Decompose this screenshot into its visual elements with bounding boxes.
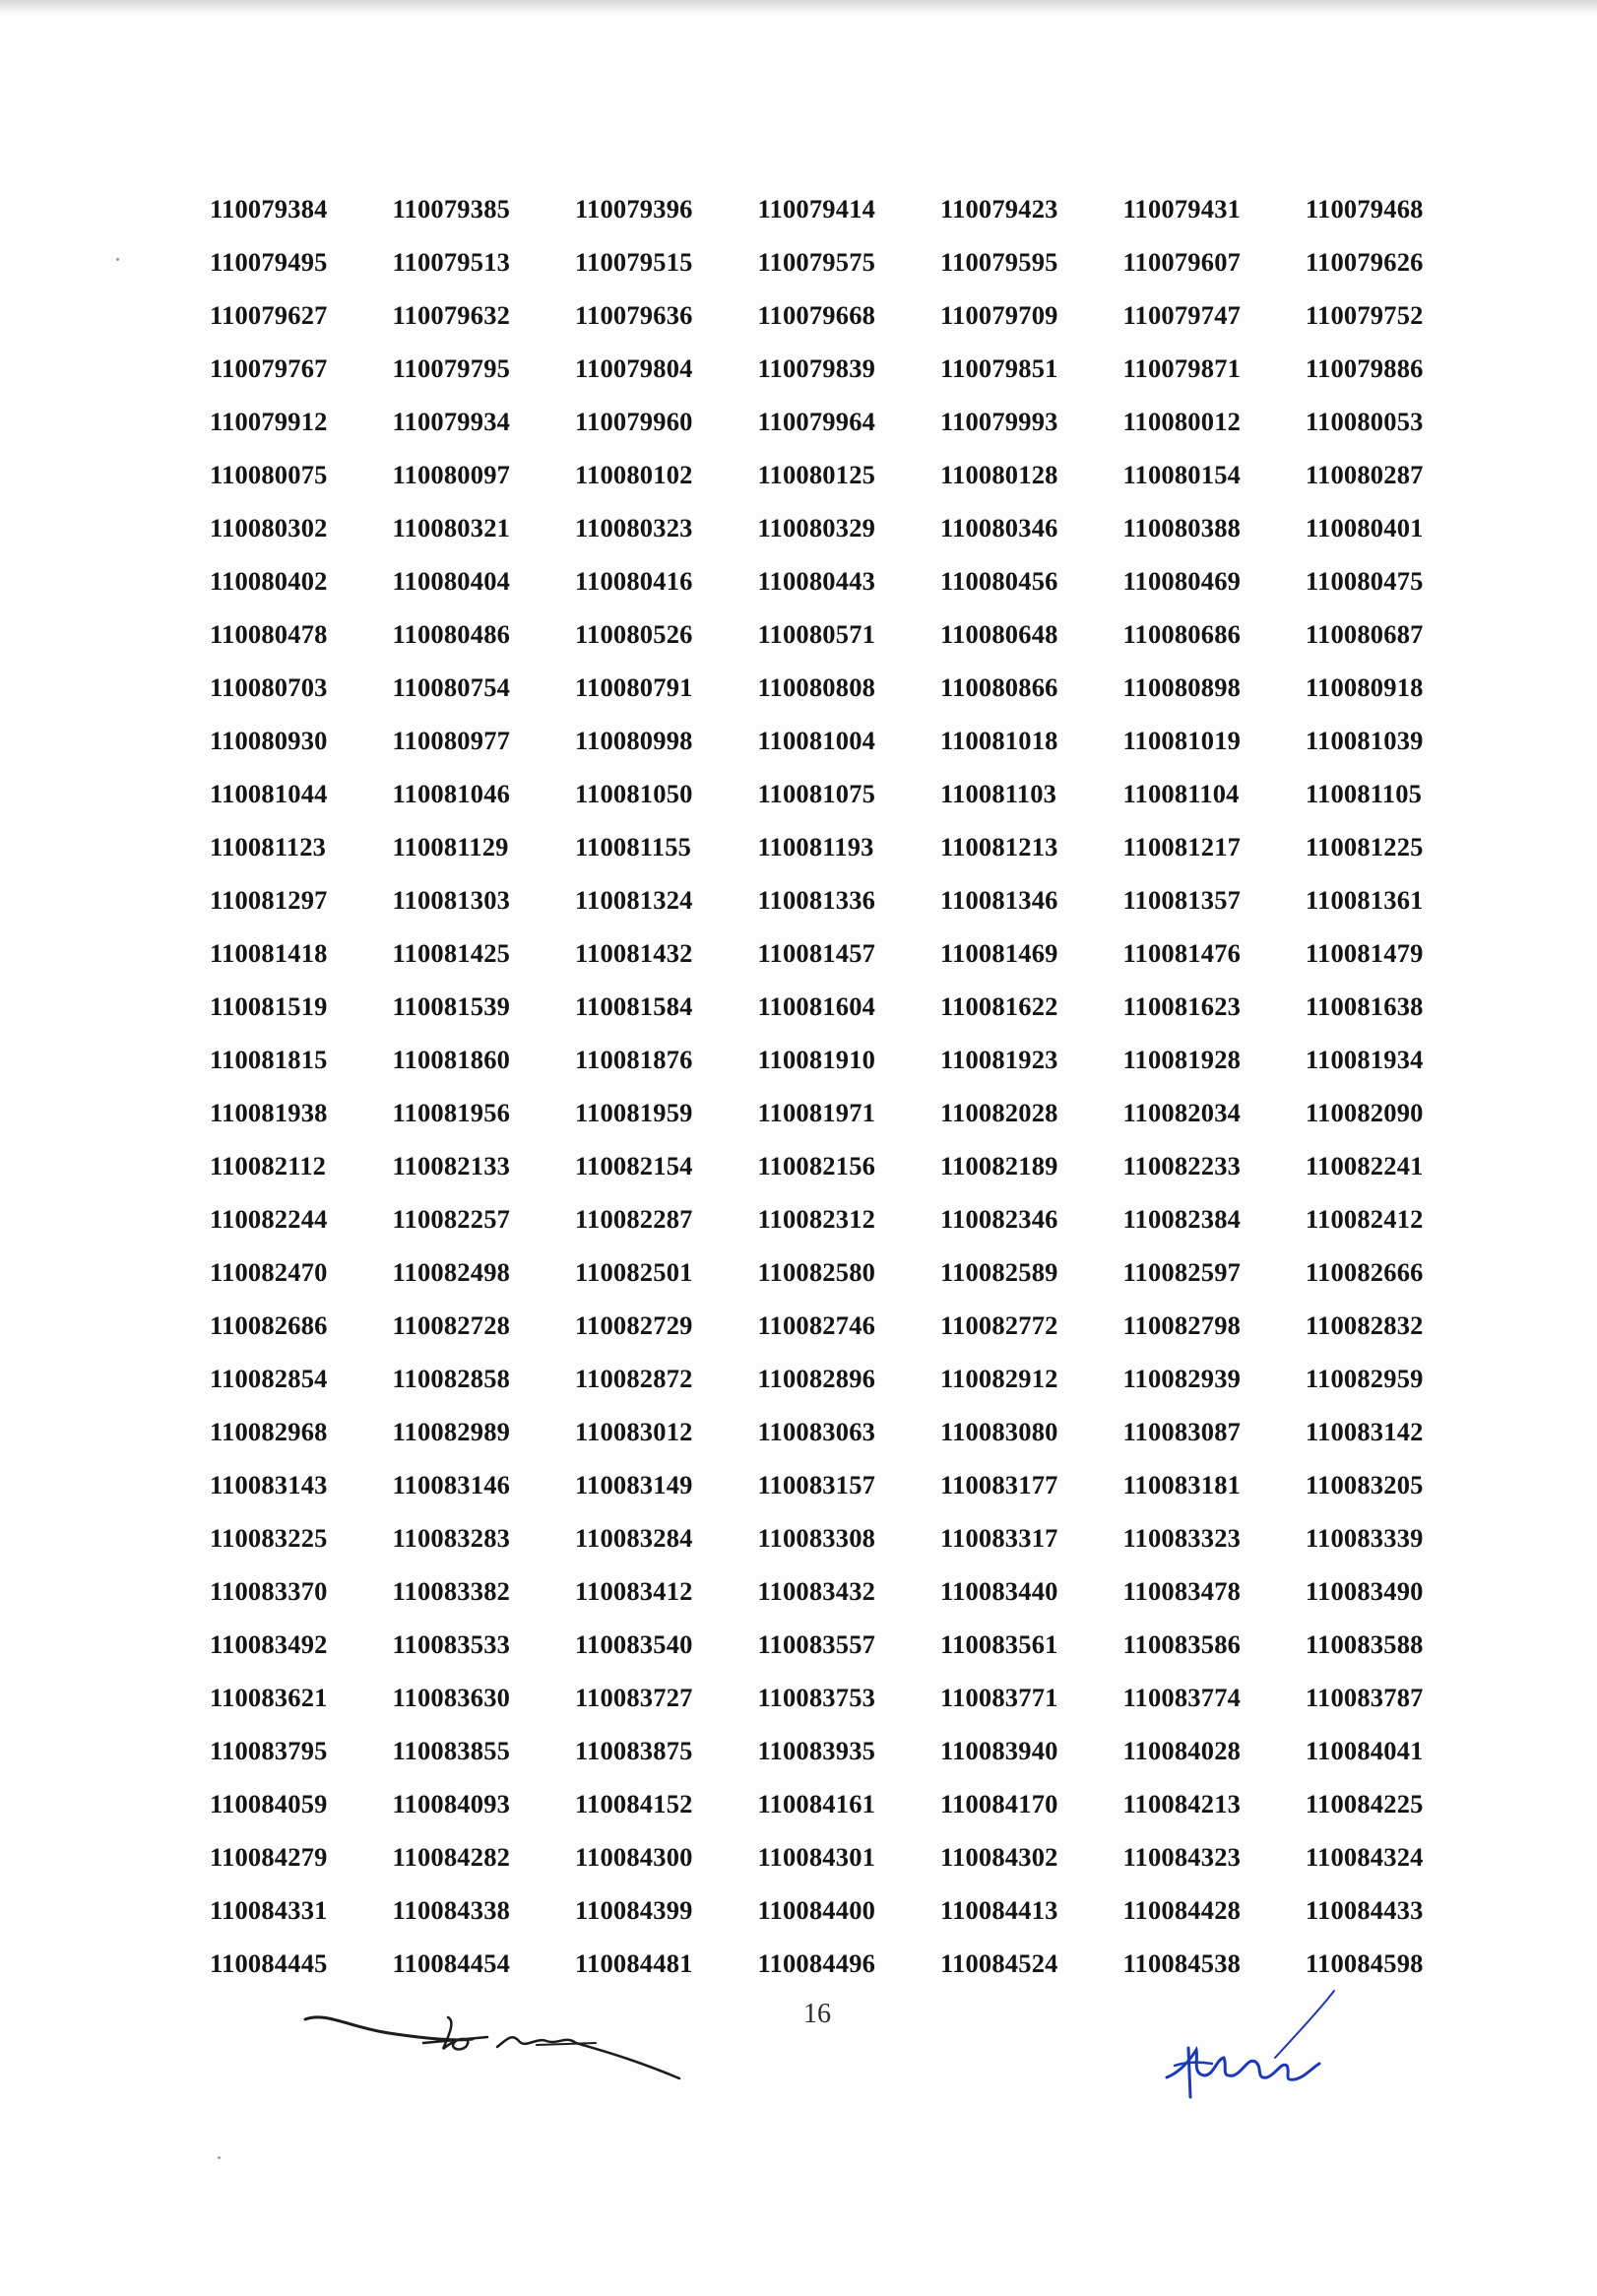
roll-number-cell: 110084454 (392, 1948, 511, 1978)
roll-number-cell: 110084302 (940, 1842, 1058, 1872)
roll-number-cell: 110081225 (1306, 832, 1424, 861)
roll-number-cell: 110082728 (392, 1310, 511, 1340)
roll-number-cell: 110083753 (757, 1683, 876, 1712)
roll-number-cell: 110082189 (940, 1151, 1058, 1180)
roll-number-cell: 110079495 (210, 247, 328, 277)
roll-number-cell: 110082858 (392, 1364, 511, 1393)
roll-number-cell: 110081469 (940, 938, 1058, 968)
roll-number-cell: 110080097 (392, 460, 511, 489)
roll-number-cell: 110084324 (1306, 1842, 1424, 1872)
roll-number-cell: 110082156 (757, 1151, 876, 1180)
right-signature (1157, 1989, 1354, 2107)
roll-number-cell: 110081044 (210, 779, 328, 808)
roll-number-cell: 110082959 (1306, 1364, 1424, 1393)
roll-number-cell: 110080346 (940, 513, 1058, 542)
roll-number-cell: 110082589 (940, 1257, 1058, 1287)
roll-number-cell: 110082470 (210, 1257, 328, 1287)
roll-number-cell: 110083146 (392, 1470, 511, 1499)
roll-number-cell: 110081039 (1306, 726, 1424, 755)
roll-number-cell: 110083149 (575, 1470, 693, 1499)
roll-number-cell: 110079795 (392, 353, 511, 383)
roll-number-cell: 110081361 (1306, 885, 1424, 915)
roll-number-cell: 110080977 (392, 726, 511, 755)
roll-number-cell: 110081018 (940, 726, 1058, 755)
roll-number-cell: 110080754 (392, 672, 511, 702)
roll-number-cell: 110080416 (575, 566, 693, 596)
roll-number-cell: 110079385 (392, 194, 511, 223)
roll-number-cell: 110081129 (392, 832, 509, 861)
roll-number-cell: 110081123 (210, 832, 327, 861)
roll-number-cell: 110080302 (210, 513, 328, 542)
roll-number-cell: 110081217 (1122, 832, 1242, 861)
roll-number-cell: 110081876 (575, 1045, 693, 1074)
roll-number-cell: 110083143 (210, 1470, 328, 1499)
roll-number-cell: 110079513 (392, 247, 511, 277)
roll-number-cell: 110084300 (575, 1842, 693, 1872)
roll-number-cell: 110084331 (210, 1895, 328, 1925)
roll-number-cell: 110083317 (940, 1523, 1058, 1553)
roll-number-cell: 110080321 (392, 513, 511, 542)
roll-number-cell: 110081019 (1122, 726, 1242, 755)
roll-number-cell: 110080648 (940, 619, 1058, 649)
roll-number-cell: 110080404 (392, 566, 511, 596)
roll-number-cell: 110083177 (940, 1470, 1058, 1499)
roll-number-cell: 110080388 (1122, 513, 1242, 542)
roll-number-cell: 110081418 (210, 938, 328, 968)
roll-number-cell: 110082580 (757, 1257, 876, 1287)
roll-number-cell: 110082090 (1306, 1098, 1424, 1127)
roll-number-cell: 110081860 (392, 1045, 511, 1074)
roll-number-cell: 110082729 (575, 1310, 693, 1340)
roll-number-cell: 110082287 (575, 1204, 693, 1234)
roll-number-cell: 110082746 (757, 1310, 876, 1340)
roll-number-cell: 110080866 (940, 672, 1058, 702)
roll-number-cell: 110079414 (757, 194, 876, 223)
roll-number-cell: 110083935 (757, 1736, 876, 1765)
roll-number-cell: 110084445 (210, 1948, 328, 1978)
roll-number-cell: 110084170 (940, 1789, 1058, 1818)
roll-number-cell: 110080469 (1122, 566, 1242, 596)
roll-number-cell: 110084093 (392, 1789, 511, 1818)
roll-number-cell: 110079709 (940, 300, 1058, 330)
roll-number-cell: 110081623 (1122, 991, 1242, 1021)
roll-number-cell: 110082412 (1306, 1204, 1424, 1234)
roll-number-cell: 110080443 (757, 566, 876, 596)
roll-number-cell: 110081622 (940, 991, 1058, 1021)
roll-number-cell: 110080686 (1122, 619, 1242, 649)
roll-number-cell: 110083940 (940, 1736, 1058, 1765)
roll-number-cell: 110084496 (757, 1948, 876, 1978)
page-number: 16 (803, 1999, 831, 2029)
roll-number-cell: 110080401 (1306, 513, 1424, 542)
roll-number-cell: 110081004 (757, 726, 876, 755)
roll-number-cell: 110079747 (1122, 300, 1242, 330)
roll-number-cell: 110079993 (940, 407, 1058, 436)
roll-number-cell: 110083795 (210, 1736, 328, 1765)
roll-number-cell: 110084413 (940, 1895, 1058, 1925)
roll-number-cell: 110083774 (1122, 1683, 1242, 1712)
roll-number-cell: 110082872 (575, 1364, 693, 1393)
roll-number-cell: 110084028 (1122, 1736, 1242, 1765)
roll-number-cell: 110081432 (575, 938, 693, 968)
roll-number-cell: 110080703 (210, 672, 328, 702)
roll-number-cell: 110081604 (757, 991, 876, 1021)
roll-number-cell: 110082912 (940, 1364, 1058, 1393)
roll-number-cell: 110079752 (1306, 300, 1424, 330)
roll-number-cell: 110081959 (575, 1098, 693, 1127)
roll-number-cell: 110079886 (1306, 353, 1424, 383)
roll-number-cell: 110083063 (757, 1417, 876, 1446)
roll-number-cell: 110083771 (940, 1683, 1058, 1712)
roll-number-cell: 110079607 (1122, 247, 1242, 277)
roll-number-cell: 110080571 (757, 619, 876, 649)
roll-number-cell: 110084524 (940, 1948, 1058, 1978)
roll-number-cell: 110084481 (575, 1948, 693, 1978)
roll-number-cell: 110080053 (1306, 407, 1424, 436)
scan-edge-shadow (0, 0, 1597, 14)
roll-number-cell: 110081971 (757, 1098, 876, 1127)
roll-number-cell: 110082896 (757, 1364, 876, 1393)
roll-number-cell: 110082597 (1122, 1257, 1242, 1287)
roll-number-cell: 110080930 (210, 726, 328, 755)
roll-number-cell: 110083382 (392, 1576, 511, 1606)
roll-number-cell: 110080154 (1122, 460, 1242, 489)
roll-number-cell: 110080456 (940, 566, 1058, 596)
roll-number-cell: 110081425 (392, 938, 511, 968)
roll-number-cell: 110082154 (575, 1151, 693, 1180)
roll-number-cell: 110081539 (392, 991, 511, 1021)
roll-number-cell: 110081519 (210, 991, 328, 1021)
left-signature (300, 2004, 684, 2082)
roll-number-cell: 110079839 (757, 353, 876, 383)
roll-number-cell: 110079960 (575, 407, 693, 436)
roll-number-cell: 110080808 (757, 672, 876, 702)
roll-number-cell: 110083561 (940, 1629, 1058, 1659)
roll-number-cell: 110084225 (1306, 1789, 1424, 1818)
roll-number-cell: 110082686 (210, 1310, 328, 1340)
roll-number-cell: 110084400 (757, 1895, 876, 1925)
roll-number-cell: 110081479 (1306, 938, 1424, 968)
roll-number-cell: 110080475 (1306, 566, 1424, 596)
roll-number-cell: 110079468 (1306, 194, 1424, 223)
roll-number-cell: 110081357 (1122, 885, 1242, 915)
roll-number-cell: 110081303 (392, 885, 511, 915)
roll-number-cell: 110080102 (575, 460, 693, 489)
roll-number-cell: 110084338 (392, 1895, 511, 1925)
roll-number-cell: 110081103 (940, 779, 1057, 808)
roll-number-cell: 110083490 (1306, 1576, 1424, 1606)
roll-number-cell: 110084399 (575, 1895, 693, 1925)
roll-number-cell: 110080329 (757, 513, 876, 542)
roll-number-cell: 110084213 (1122, 1789, 1242, 1818)
roll-number-cell: 110083855 (392, 1736, 511, 1765)
roll-number-cell: 110080478 (210, 619, 328, 649)
roll-number-cell: 110082028 (940, 1098, 1058, 1127)
roll-number-cell: 110082133 (392, 1151, 511, 1180)
roll-number-cell: 110080898 (1122, 672, 1242, 702)
roll-number-cell: 110080128 (940, 460, 1058, 489)
roll-number-cell: 110082312 (757, 1204, 876, 1234)
roll-number-cell: 110081638 (1306, 991, 1424, 1021)
roll-number-cell: 110084279 (210, 1842, 328, 1872)
scan-speck (116, 258, 119, 261)
roll-number-cell: 110079396 (575, 194, 693, 223)
roll-number-cell: 110082112 (210, 1151, 327, 1180)
roll-number-cell: 110083557 (757, 1629, 876, 1659)
roll-number-cell: 110083225 (210, 1523, 328, 1553)
roll-number-cell: 110081105 (1306, 779, 1423, 808)
roll-number-cell: 110079515 (575, 247, 693, 277)
roll-number-cell: 110083440 (940, 1576, 1058, 1606)
roll-number-cell: 110083630 (392, 1683, 511, 1712)
roll-number-cell: 110079384 (210, 194, 328, 223)
roll-number-cell: 110083181 (1122, 1470, 1242, 1499)
roll-number-cell: 110082772 (940, 1310, 1058, 1340)
roll-number-cell: 110079632 (392, 300, 511, 330)
roll-number-cell: 110081923 (940, 1045, 1058, 1074)
scan-speck (218, 2156, 221, 2159)
roll-number-cell: 110080687 (1306, 619, 1424, 649)
roll-number-cell: 110083157 (757, 1470, 876, 1499)
roll-number-cell: 110083540 (575, 1629, 693, 1659)
roll-number-cell: 110083283 (392, 1523, 511, 1553)
roll-number-cell: 110082832 (1306, 1310, 1424, 1340)
roll-number-cell: 110083323 (1122, 1523, 1242, 1553)
roll-number-cell: 110084598 (1306, 1948, 1424, 1978)
roll-number-cell: 110083533 (392, 1629, 511, 1659)
roll-number-cell: 110082666 (1306, 1257, 1424, 1287)
roll-number-cell: 110084433 (1306, 1895, 1424, 1925)
roll-number-cell: 110080125 (757, 460, 876, 489)
roll-number-cell: 110083478 (1122, 1576, 1242, 1606)
roll-number-cell: 110081075 (757, 779, 876, 808)
roll-number-cell: 110080323 (575, 513, 693, 542)
roll-number-cell: 110083492 (210, 1629, 328, 1659)
roll-number-cell: 110083087 (1122, 1417, 1242, 1446)
roll-number-cell: 110084152 (575, 1789, 693, 1818)
roll-number-cell: 110083432 (757, 1576, 876, 1606)
roll-number-cell: 110082244 (210, 1204, 328, 1234)
roll-number-cell: 110083787 (1306, 1683, 1424, 1712)
roll-number-cell: 110083586 (1122, 1629, 1242, 1659)
roll-number-cell: 110081297 (210, 885, 328, 915)
roll-number-cell: 110079575 (757, 247, 876, 277)
roll-number-cell: 110082498 (392, 1257, 511, 1287)
roll-number-cell: 110080998 (575, 726, 693, 755)
roll-number-cell: 110082241 (1306, 1151, 1424, 1180)
roll-number-cell: 110082384 (1122, 1204, 1242, 1234)
roll-number-cell: 110082798 (1122, 1310, 1242, 1340)
roll-number-cell: 110079851 (940, 353, 1058, 383)
roll-number-cell: 110082501 (575, 1257, 693, 1287)
roll-number-cell: 110084428 (1122, 1895, 1242, 1925)
roll-number-cell: 110084282 (392, 1842, 511, 1872)
roll-number-cell: 110081324 (575, 885, 693, 915)
roll-number-cell: 110079626 (1306, 247, 1424, 277)
roll-number-cell: 110081934 (1306, 1045, 1424, 1074)
roll-number-cell: 110083284 (575, 1523, 693, 1553)
roll-number-cell: 110081928 (1122, 1045, 1242, 1074)
roll-number-cell: 110079423 (940, 194, 1058, 223)
roll-number-cell: 110081213 (940, 832, 1058, 861)
roll-number-cell: 110081938 (210, 1098, 328, 1127)
roll-number-cell: 110079871 (1122, 353, 1242, 383)
roll-number-cell: 110080287 (1306, 460, 1424, 489)
roll-number-grid (210, 182, 1489, 1990)
roll-number-cell: 110080075 (210, 460, 328, 489)
roll-number-cell: 110080918 (1306, 672, 1424, 702)
roll-number-cell: 110079964 (757, 407, 876, 436)
roll-number-cell: 110081476 (1122, 938, 1242, 968)
roll-number-cell: 110079912 (210, 407, 328, 436)
roll-number-cell: 110083080 (940, 1417, 1058, 1446)
roll-number-cell: 110079934 (392, 407, 511, 436)
roll-number-cell: 110081956 (392, 1098, 511, 1127)
roll-number-cell: 110081104 (1122, 779, 1240, 808)
roll-number-cell: 110079595 (940, 247, 1058, 277)
roll-number-cell: 110083588 (1306, 1629, 1424, 1659)
roll-number-cell: 110081815 (210, 1045, 328, 1074)
roll-number-cell: 110083370 (210, 1576, 328, 1606)
roll-number-cell: 110079804 (575, 353, 693, 383)
roll-number-cell: 110083727 (575, 1683, 693, 1712)
roll-number-cell: 110080526 (575, 619, 693, 649)
roll-number-cell: 110083012 (575, 1417, 693, 1446)
roll-number-cell: 110082989 (392, 1417, 511, 1446)
roll-number-cell: 110083339 (1306, 1523, 1424, 1553)
roll-number-cell: 110081193 (757, 832, 874, 861)
roll-number-cell: 110084161 (757, 1789, 876, 1818)
roll-number-cell: 110079627 (210, 300, 328, 330)
roll-number-cell: 110082034 (1122, 1098, 1242, 1127)
roll-number-cell: 110083142 (1306, 1417, 1424, 1446)
roll-number-cell: 110083875 (575, 1736, 693, 1765)
roll-number-cell: 110079668 (757, 300, 876, 330)
roll-number-cell: 110084301 (757, 1842, 876, 1872)
roll-number-cell: 110079767 (210, 353, 328, 383)
roll-number-cell: 110079636 (575, 300, 693, 330)
roll-number-cell: 110081457 (757, 938, 876, 968)
roll-number-cell: 110081336 (757, 885, 876, 915)
roll-number-cell: 110083412 (575, 1576, 693, 1606)
roll-number-cell: 110081155 (575, 832, 692, 861)
roll-number-cell: 110081050 (575, 779, 693, 808)
roll-number-cell: 110082854 (210, 1364, 328, 1393)
roll-number-cell: 110081346 (940, 885, 1058, 915)
roll-number-cell: 110083621 (210, 1683, 328, 1712)
roll-number-cell: 110081910 (757, 1045, 876, 1074)
roll-number-cell: 110081584 (575, 991, 693, 1021)
roll-number-cell: 110084323 (1122, 1842, 1242, 1872)
roll-number-cell: 110080012 (1122, 407, 1242, 436)
roll-number-cell: 110079431 (1122, 194, 1242, 223)
roll-number-cell: 110084041 (1306, 1736, 1424, 1765)
roll-number-cell: 110083308 (757, 1523, 876, 1553)
roll-number-cell: 110082257 (392, 1204, 511, 1234)
roll-number-cell: 110080486 (392, 619, 511, 649)
roll-number-cell: 110082233 (1122, 1151, 1242, 1180)
roll-number-cell: 110082346 (940, 1204, 1058, 1234)
roll-number-cell: 110081046 (392, 779, 511, 808)
roll-number-cell: 110080402 (210, 566, 328, 596)
roll-number-cell: 110082968 (210, 1417, 328, 1446)
roll-number-cell: 110084059 (210, 1789, 328, 1818)
roll-number-cell: 110080791 (575, 672, 693, 702)
roll-number-cell: 110082939 (1122, 1364, 1242, 1393)
roll-number-cell: 110084538 (1122, 1948, 1242, 1978)
roll-number-cell: 110083205 (1306, 1470, 1424, 1499)
